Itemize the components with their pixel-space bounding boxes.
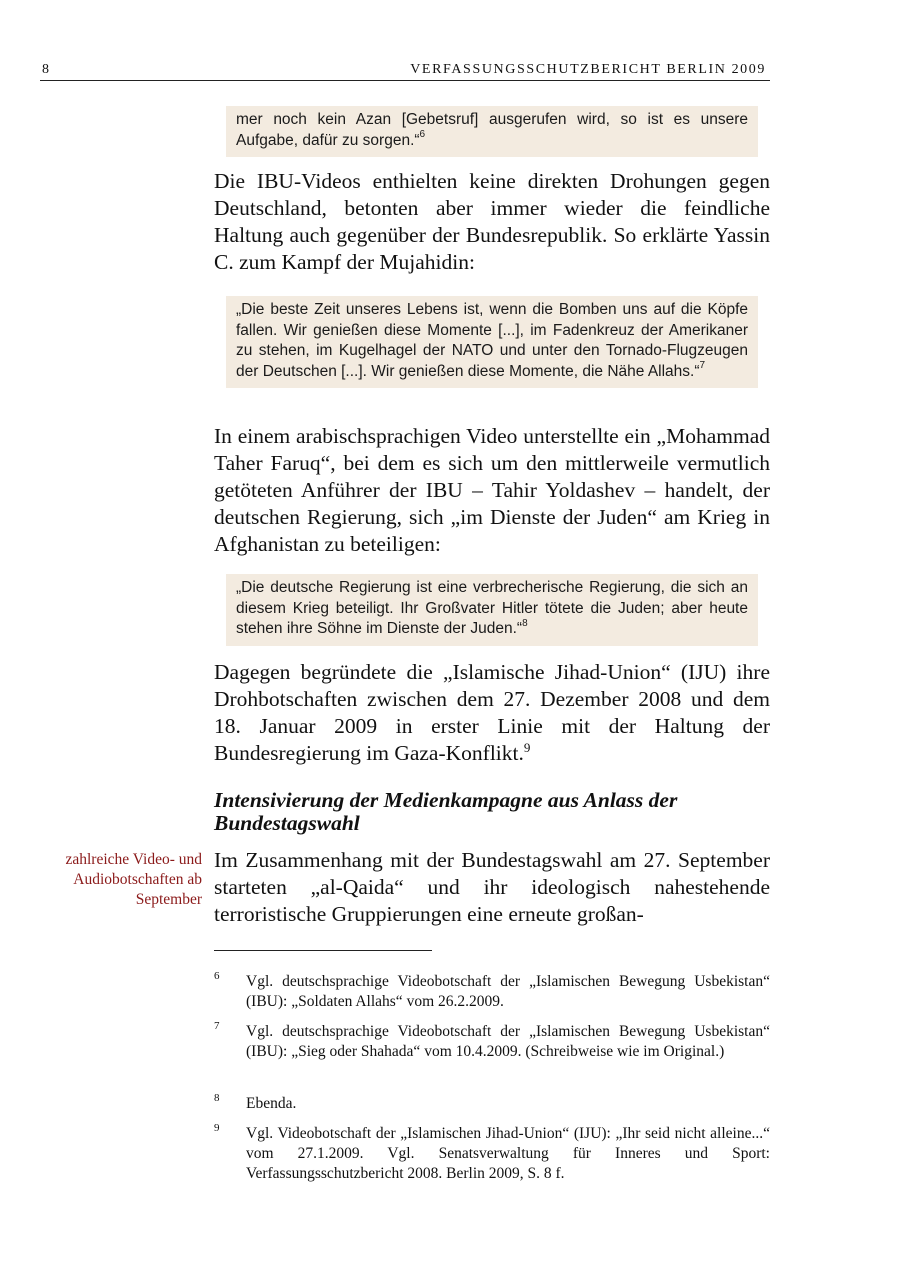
page-number: 8 xyxy=(42,62,49,77)
footnote-separator xyxy=(214,950,432,951)
footnote-number: 8 xyxy=(214,1092,220,1104)
footnote-7 xyxy=(214,1022,770,1062)
footnote-ref-7[interactable]: 7 xyxy=(699,360,706,372)
paragraph-text: Dagegen begründete die „Islamische Jihad-Union“ (IJU) ihre Drohbotschaften zwischen dem 27. Dezember 2008 und dem 18. Januar 2009 in erster Linie mit der Haltung der Bundesregierung im Gaza-Konflikt. xyxy=(214,660,770,765)
footnote-8 xyxy=(214,1094,770,1114)
footnote-number: 6 xyxy=(214,970,220,982)
section-heading: Intensivierung der Medienkampagne aus Anlass der Bundestagswahl xyxy=(214,788,678,835)
footnote-text: Ebenda. xyxy=(246,1095,297,1112)
margin-note: zahlreiche Video- und Audiobotschaften ab September xyxy=(65,851,202,908)
paragraph-iju xyxy=(214,659,770,767)
quote-block-3 xyxy=(226,574,758,646)
running-title: VERFASSUNGSSCHUTZBERICHT BERLIN 2009 xyxy=(410,62,766,77)
paragraph-arabic-video: In einem arabischsprachigen Video unterstellte ein „Mohammad Taher Faruq“, bei dem es sich um den mittlerweile vermutlich getöteten Anführer der IBU – Tahir Yoldashev – handelt, der deutschen Regierung, sich „im Dienste der Juden“ am Krieg in Afghanistan zu beteiligen: xyxy=(214,424,770,556)
footnote-ref-9[interactable]: 9 xyxy=(523,739,531,755)
paragraph-ibu-videos: Die IBU-Videos enthielten keine direkten Drohungen gegen Deutschland, betonten aber immer wieder die feindliche Haltung auch gegenüber der Bundesrepublik. So erklärte Yassin C. zum Kampf der Mujahidin: xyxy=(214,169,770,274)
running-header xyxy=(40,62,770,81)
quote-text: „Die beste Zeit unseres Lebens ist, wenn die Bomben uns auf die Köpfe fallen. Wir genießen diese Momente [...], im Fadenkreuz der Amerikaner zu stehen, im Kugelhagel der NATO und unter den Tornado-Flugzeugen der Deutschen [...]. Wir genießen diese Momente, die Nähe Allahs.“ xyxy=(236,301,748,380)
footnote-text: Vgl. Videobotschaft der „Islamischen Jihad-Union“ (IJU): „Ihr seid nicht alleine...“ vom 27.1.2009. Vgl. Senatsverwaltung für Inneres und Sport: Verfassungsschutzbericht 2008. Berlin 2009, S. 8 f. xyxy=(246,1125,770,1182)
footnote-ref-8[interactable]: 8 xyxy=(522,617,528,629)
footnote-text: Vgl. deutschsprachige Videobotschaft der „Islamischen Bewegung Usbekistan“ (IBU): „Sieg oder Shahada“ vom 10.4.2009. (Schreibweise wie im Original.) xyxy=(246,1023,770,1060)
footnote-text: Vgl. deutschsprachige Videobotschaft der „Islamischen Bewegung Usbekistan“ (IBU): „Soldaten Allahs“ vom 26.2.2009. xyxy=(246,973,770,1010)
paragraph-bundestagswahl: Im Zusammenhang mit der Bundestagswahl am 27. September starteten „al-Qaida“ und ihr ideologisch nahestehende terroristische Gruppierungen eine erneute großan- xyxy=(214,848,770,926)
footnote-number: 9 xyxy=(214,1122,220,1134)
footnote-6 xyxy=(214,972,770,1012)
footnote-ref-6[interactable]: 6 xyxy=(419,129,426,141)
footnote-number: 7 xyxy=(214,1020,220,1032)
quote-text: „Die deutsche Regierung ist eine verbrecherische Regierung, die sich an diesem Krieg beteiligt. Ihr Großvater Hitler tötete die Juden; aber heute stehen ihre Söhne im Dienste der Juden.“ xyxy=(236,579,748,637)
quote-block-1 xyxy=(226,106,758,157)
footnote-9 xyxy=(214,1124,770,1184)
quote-text: mer noch kein Azan [Gebetsruf] ausgerufen wird, so ist es unsere Aufgabe, dafür zu sorgen.“ xyxy=(236,111,748,149)
quote-block-2 xyxy=(226,296,758,388)
